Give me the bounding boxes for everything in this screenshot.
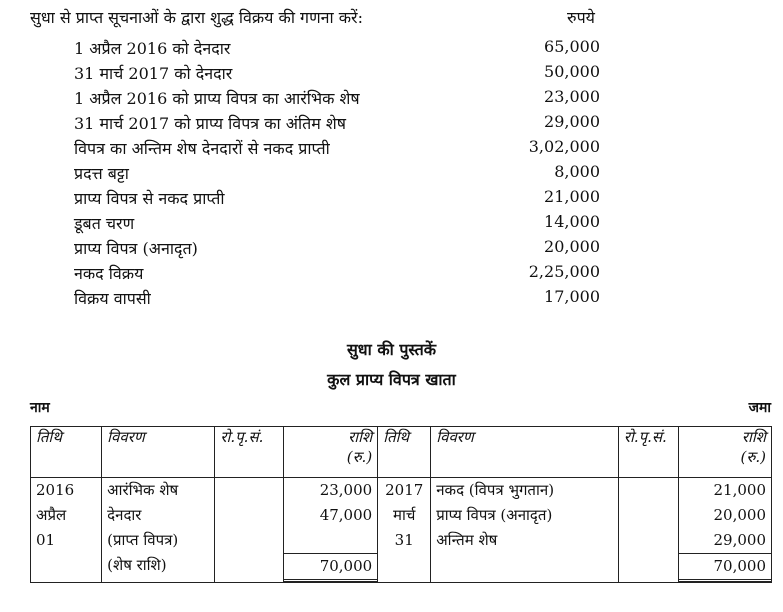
credit-total: 70,000 [679,553,771,582]
item-amount: 23,000 [544,87,600,106]
header-lf-cr: रो.पृ.सं. [618,427,678,478]
ledger-header-row [31,427,772,478]
item-amount: 2,25,000 [528,262,600,281]
item-amount: 17,000 [544,287,600,306]
credit-amount-cell [679,478,772,583]
header-particulars-dr: विवरण [102,427,215,478]
date-line: 01 [36,531,56,549]
item-label: 31 मार्च 2017 को प्राप्य विपत्र का अंतिम शेष [74,114,346,133]
ledger-body-row [31,478,772,583]
item-label: विपत्र का अन्तिम शेष देनदारों से नकद प्राप्ती [74,139,330,158]
debit-date-cell [31,478,102,583]
particulars-line: देनदार [107,506,142,524]
credit-particulars-cell [431,478,619,583]
item-amount: 20,000 [544,237,600,256]
item-label: 1 अप्रैल 2016 को प्राप्य विपत्र का आरंभिक शेष [74,89,360,108]
particulars-line: आरंभिक शेष [107,481,179,499]
book-title: सुधा की पुस्तकें [346,340,437,359]
debit-total: 70,000 [284,553,377,582]
item-label: प्रदत्त बट्टा [74,164,129,183]
debit-particulars-cell [102,478,215,583]
item-amount: 14,000 [544,212,600,231]
amount-line: 23,000 [319,481,373,499]
header-date-dr: तिथि [31,427,102,478]
date-line: 31 [394,531,414,549]
date-line: 2017 [385,481,424,499]
particulars-line: प्राप्य विपत्र (अनादृत) [436,506,553,524]
debit-side-label: नाम [30,400,50,416]
amount-line: 29,000 [713,531,766,549]
item-label: डूबत चरण [74,214,135,233]
item-label: विक्रय वापसी [74,289,151,308]
item-label: प्राप्य विपत्र (अनादृत) [74,239,198,258]
header-amount-cr [679,427,772,478]
amount-line: 47,000 [319,506,373,524]
item-amount: 29,000 [544,112,600,131]
header-amount-unit: (रु.) [346,448,373,466]
debit-amount-cell [284,478,378,583]
header-particulars-cr: विवरण [431,427,619,478]
date-line: अप्रैल [36,506,67,524]
particulars-line: (शेष राशि) [107,556,167,574]
header-date-cr: तिथि [378,427,431,478]
header-amount-dr [284,427,378,478]
amount-line: 21,000 [713,481,766,499]
amount-line: 20,000 [713,506,766,524]
account-title: कुल प्राप्य विपत्र खाता [327,370,456,389]
header-amount-label: राशि [348,428,373,446]
ledger-table [30,426,772,583]
item-amount: 50,000 [544,62,600,81]
particulars-line: अन्तिम शेष [436,531,498,549]
item-label: नकद विक्रय [74,264,144,283]
item-amount: 21,000 [544,187,600,206]
item-amount: 65,000 [544,37,600,56]
question-text: सुधा से प्राप्त सूचनाओं के द्वारा शुद्ध विक्रय की गणना करें: [30,8,363,27]
credit-side-label: जमा [748,400,771,416]
item-label: 1 अप्रैल 2016 को देनदार [74,39,231,58]
header-amount-label: राशि [741,428,766,446]
date-line: मार्च [393,506,416,524]
unit-header: रुपये [567,8,595,27]
header-lf-dr: रो.पृ.सं. [215,427,284,478]
item-amount: 8,000 [554,162,600,181]
item-label: 31 मार्च 2017 को देनदार [74,64,233,83]
header-amount-unit: (रु.) [740,448,766,466]
date-line: 2016 [36,481,75,499]
particulars-line: नकद (विपत्र भुगतान) [436,481,555,499]
debit-lf-cell [215,478,284,583]
credit-lf-cell [618,478,678,583]
item-label: प्राप्य विपत्र से नकद प्राप्ती [74,189,225,208]
credit-date-cell [378,478,431,583]
item-amount: 3,02,000 [528,137,600,156]
particulars-line: (प्राप्त विपत्र) [107,531,179,549]
